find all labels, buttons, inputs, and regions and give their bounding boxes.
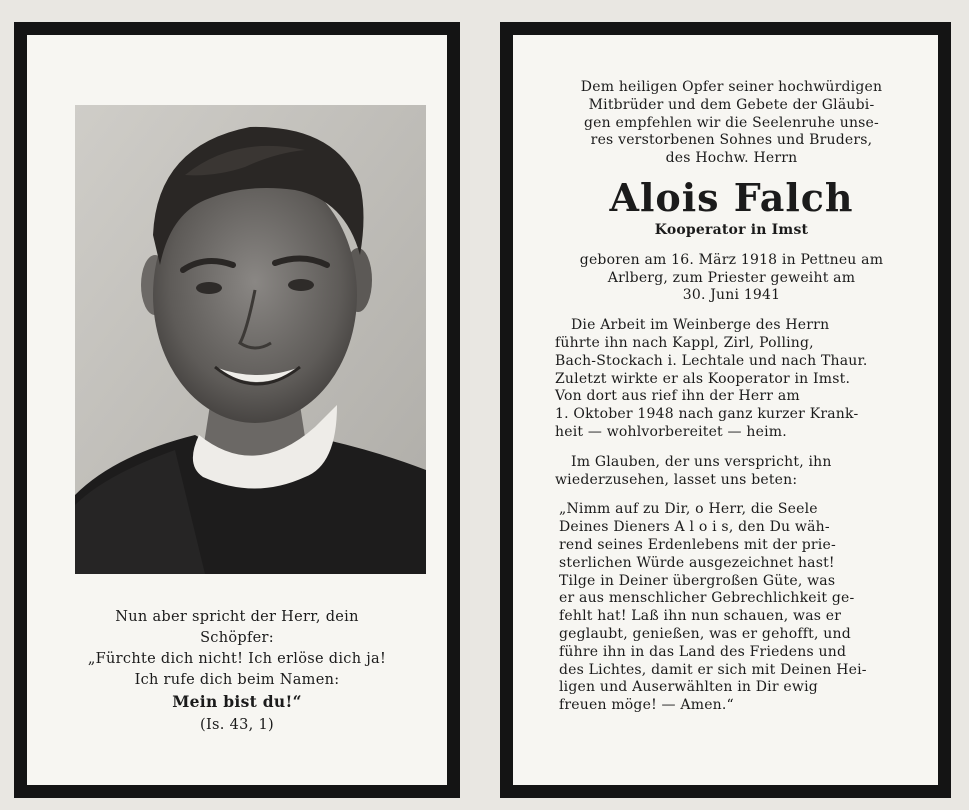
faith-paragraph xyxy=(555,454,908,490)
work-line: führte ihn nach Kappl, Zirl, Polling, xyxy=(555,334,814,351)
prayer-line: Deines Dieners A l o i s, den Du wäh- xyxy=(559,519,830,536)
verse-reference: (Is. 43, 1) xyxy=(200,717,274,733)
prayer-line: fehlt hat! Laß ihn nun schauen, was er xyxy=(559,608,842,625)
work-line: Bach-Stockach i. Lechtale und nach Thaur. xyxy=(555,352,868,369)
memorial-text xyxy=(555,79,908,715)
birth-line: Arlberg, zum Priester geweiht am xyxy=(607,269,856,286)
work-line: Die Arbeit im Weinberge des Herrn xyxy=(571,317,830,334)
intro-line: Dem heiligen Opfer seiner hochwürdigen xyxy=(580,79,883,95)
prayer-line: freuen möge! — Amen.“ xyxy=(559,697,734,714)
intro-line: res verstorbenen Sohnes und Bruders, xyxy=(590,132,873,149)
work-line: Von dort aus rief ihn der Herr am xyxy=(555,388,800,405)
intro-paragraph xyxy=(555,79,908,168)
birth-paragraph xyxy=(555,252,908,305)
prayer-line: Tilge in Deiner übergroßen Güte, was xyxy=(559,572,836,589)
prayer-line: führe ihn in das Land des Friedens und xyxy=(559,643,847,660)
verse-line-4: Ich rufe dich beim Namen: xyxy=(134,672,340,688)
prayer-line: des Lichtes, damit er sich mit Deinen Hei- xyxy=(559,661,867,678)
intro-line: Mitbrüder und dem Gebete der Gläubi- xyxy=(588,96,875,113)
verse-bold-line: Mein bist du!“ xyxy=(172,692,302,711)
verse-line-1: Nun aber spricht der Herr, dein xyxy=(115,609,359,625)
intro-line: des Hochw. Herrn xyxy=(665,150,798,167)
prayer-line: ligen und Auserwählten in Dir ewig xyxy=(559,679,818,696)
memorial-card-left xyxy=(14,22,460,798)
deceased-title: Kooperator in Imst xyxy=(654,221,809,238)
prayer-paragraph xyxy=(559,501,908,715)
prayer-line: sterlichen Würde ausgezeichnet hast! xyxy=(559,554,835,571)
card-left-paper xyxy=(27,35,447,785)
intro-line: gen empfehlen wir die Seelenruhe unse- xyxy=(584,114,879,131)
prayer-line: „Nimm auf zu Dir, o Herr, die Seele xyxy=(559,501,818,518)
deceased-name: Alois Falch xyxy=(609,174,854,220)
memorial-card-right xyxy=(500,22,951,798)
birth-line: 30. Juni 1941 xyxy=(682,287,781,304)
prayer-line: er aus menschlicher Gebrechlichkeit ge- xyxy=(559,590,855,607)
work-line: 1. Oktober 1948 nach ganz kurzer Krank- xyxy=(555,406,859,423)
card-right-paper xyxy=(513,35,938,785)
faith-line: wiederzusehen, lasset uns beten: xyxy=(555,471,798,488)
faith-line: Im Glauben, der uns verspricht, ihn xyxy=(571,453,832,470)
work-line: heit — wohlvorbereitet — heim. xyxy=(555,423,787,440)
birth-line: geboren am 16. März 1918 in Pettneu am xyxy=(579,251,884,268)
bible-verse xyxy=(27,607,447,736)
portrait-photo xyxy=(75,105,426,574)
verse-line-2: Schöpfer: xyxy=(200,630,274,646)
work-paragraph xyxy=(555,317,908,442)
prayer-line: geglaubt, genießen, was er gehofft, und xyxy=(559,625,851,642)
work-line: Zuletzt wirkte er als Kooperator in Imst. xyxy=(555,370,851,387)
verse-line-3: „Fürchte dich nicht! Ich erlöse dich ja! xyxy=(87,651,387,667)
prayer-line: rend seines Erdenlebens mit der prie- xyxy=(559,536,836,553)
